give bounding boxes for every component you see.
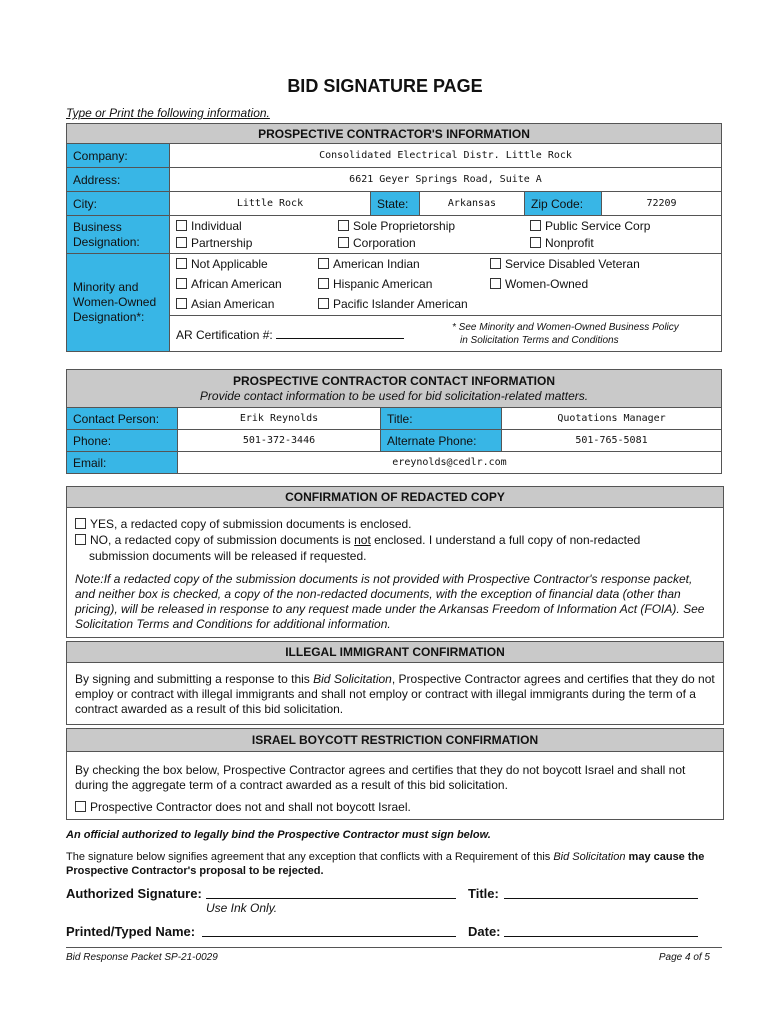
women-owned-label: Women-Owned <box>505 276 589 291</box>
israel-boycott-checkbox-label: Prospective Contractor does not and shall not boycott Israel. <box>90 800 411 814</box>
israel-boycott-section <box>66 728 724 820</box>
redacted-no-text-b: enclosed. I understand a full copy of non-redacted <box>370 533 641 547</box>
redacted-note-label: Note: <box>75 572 104 586</box>
illegal-text-b: , Prospective Contractor agrees and certifies that they do not employ or contract with illegal immigrants and shall not employ or contract with illegal immigrants during the term of a contract awarded as a result of this bid solicitation. <box>75 672 715 716</box>
african-american-label: African American <box>191 276 282 291</box>
company-field[interactable]: Consolidated Electrical Distr. Little Rock <box>170 144 722 168</box>
hispanic-american-checkbox[interactable] <box>318 278 329 289</box>
policy-note-line1: * See Minority and Women-Owned Business Policy <box>452 321 679 333</box>
public-service-corp-checkbox[interactable] <box>530 220 541 231</box>
policy-note-line2: in Solicitation Terms and Conditions <box>460 334 619 346</box>
israel-boycott-checkbox[interactable] <box>75 801 86 812</box>
nonprofit-checkbox[interactable] <box>530 237 541 248</box>
israel-boycott-text: By checking the box below, Prospective Contractor agrees and certifies that they do not boycott Israel and shall not during the aggregate term of a contract awarded as a result of this bid solicitation. <box>75 763 686 792</box>
asian-american-checkbox[interactable] <box>176 298 187 309</box>
contact-person-label: Contact Person: <box>67 408 178 430</box>
footer-divider <box>66 947 722 948</box>
public-service-corp-label: Public Service Corp <box>545 218 651 233</box>
service-disabled-veteran-checkbox[interactable] <box>490 258 501 269</box>
contact-info-subheader: Provide contact information to be used for bid solicitation-related matters. <box>199 388 589 403</box>
authorized-signature-line[interactable] <box>206 898 456 899</box>
contact-person-field[interactable]: Erik Reynolds <box>178 408 381 430</box>
contractor-info-header: PROSPECTIVE CONTRACTOR'S INFORMATION <box>67 124 722 144</box>
individual-label: Individual <box>191 218 242 233</box>
signature-title-line[interactable] <box>504 898 698 899</box>
illegal-immigrant-header: ILLEGAL IMMIGRANT CONFIRMATION <box>67 642 723 663</box>
american-indian-label: American Indian <box>333 256 420 271</box>
partnership-checkbox[interactable] <box>176 237 187 248</box>
illegal-text-a: By signing and submitting a response to this <box>75 672 314 686</box>
agreement-text-italic: Bid Solicitation <box>553 851 626 863</box>
printed-name-label: Printed/Typed Name: <box>66 924 196 939</box>
footer-right: Page 4 of 5 <box>658 952 710 963</box>
address-field[interactable]: 6621 Geyer Springs Road, Suite A <box>170 168 722 192</box>
authorized-note: An official authorized to legally bind the Prospective Contractor must sign below. <box>66 829 491 841</box>
hispanic-american-label: Hispanic American <box>333 276 433 291</box>
contact-title-field[interactable]: Quotations Manager <box>502 408 722 430</box>
email-label: Email: <box>67 452 178 474</box>
not-applicable-label: Not Applicable <box>191 256 268 271</box>
state-field[interactable]: Arkansas <box>420 192 525 216</box>
ink-note: Use Ink Only. <box>206 901 278 915</box>
redacted-copy-header: CONFIRMATION OF REDACTED COPY <box>67 487 723 508</box>
page-title: BID SIGNATURE PAGE <box>287 76 483 96</box>
agreement-text-b: may cause the Prospective Contractor's proposal to be rejected. <box>66 851 705 877</box>
email-field[interactable]: ereynolds@cedlr.com <box>178 452 722 474</box>
instruction-text: Type or Print the following information. <box>66 106 270 120</box>
state-label: State: <box>371 192 420 216</box>
ar-certification-field[interactable] <box>276 338 404 339</box>
service-disabled-veteran-label: Service Disabled Veteran <box>505 256 640 271</box>
date-line[interactable] <box>504 936 698 937</box>
printed-name-line[interactable] <box>202 936 456 937</box>
phone-label: Phone: <box>67 430 178 452</box>
signature-title-label: Title: <box>468 886 499 901</box>
pacific-islander-american-checkbox[interactable] <box>318 298 329 309</box>
redacted-copy-section <box>66 486 724 638</box>
city-field[interactable]: Little Rock <box>170 192 371 216</box>
asian-american-label: Asian American <box>191 296 275 311</box>
business-designation-label: Business Designation: <box>67 216 170 254</box>
redacted-yes-checkbox[interactable] <box>75 518 86 529</box>
sole-proprietorship-label: Sole Proprietorship <box>353 218 456 233</box>
address-label: Address: <box>67 168 170 192</box>
redacted-no-text-c: submission documents will be released if requested. <box>89 549 367 563</box>
authorized-signature-label: Authorized Signature: <box>66 886 202 901</box>
women-owned-checkbox[interactable] <box>490 278 501 289</box>
contact-title-label: Title: <box>381 408 502 430</box>
zip-field[interactable]: 72209 <box>602 192 722 216</box>
phone-field[interactable]: 501-372-3446 <box>178 430 381 452</box>
ar-certification-label: AR Certification #: <box>176 327 273 342</box>
zip-label: Zip Code: <box>525 192 602 216</box>
agreement-text-a: The signature below signifies agreement that any exception that conflicts with a Requirement of this <box>66 851 554 863</box>
minority-designation-label: Minority and Women-Owned Designation*: <box>67 254 170 352</box>
date-label: Date: <box>468 924 501 939</box>
nonprofit-label: Nonprofit <box>545 235 594 250</box>
corporation-checkbox[interactable] <box>338 237 349 248</box>
contact-info-table <box>66 369 722 474</box>
african-american-checkbox[interactable] <box>176 278 187 289</box>
contractor-info-table <box>66 123 722 352</box>
not-applicable-checkbox[interactable] <box>176 258 187 269</box>
redacted-no-checkbox[interactable] <box>75 534 86 545</box>
illegal-text-italic: Bid Solicitation <box>313 672 392 686</box>
redacted-yes-text: YES, a redacted copy of submission documents is enclosed. <box>90 517 412 531</box>
pacific-islander-american-label: Pacific Islander American <box>333 296 468 311</box>
alternate-phone-field[interactable]: 501-765-5081 <box>502 430 722 452</box>
corporation-label: Corporation <box>353 235 416 250</box>
company-label: Company: <box>67 144 170 168</box>
redacted-no-text-a: NO, a redacted copy of submission documents is <box>90 533 355 547</box>
american-indian-checkbox[interactable] <box>318 258 329 269</box>
contact-info-header: PROSPECTIVE CONTRACTOR CONTACT INFORMATION <box>233 373 555 388</box>
individual-checkbox[interactable] <box>176 220 187 231</box>
sole-proprietorship-checkbox[interactable] <box>338 220 349 231</box>
redacted-no-text-not: not <box>354 533 371 547</box>
partnership-label: Partnership <box>191 235 253 250</box>
footer-left: Bid Response Packet SP-21-0029 <box>66 952 218 963</box>
redacted-note-text: If a redacted copy of the submission documents is not provided with Prospective Contractor's response packet, and neither box is checked, a copy of the non-redacted documents, with the exception of financial data (other than pricing), will be released in response to any request made under the Arkansas Freedom of Information Act (FOIA). See Solicitation Terms and Conditions for additional information. <box>75 572 705 631</box>
city-label: City: <box>67 192 170 216</box>
illegal-immigrant-section <box>66 641 724 725</box>
alternate-phone-label: Alternate Phone: <box>381 430 502 452</box>
israel-boycott-header: ISRAEL BOYCOTT RESTRICTION CONFIRMATION <box>67 729 723 752</box>
